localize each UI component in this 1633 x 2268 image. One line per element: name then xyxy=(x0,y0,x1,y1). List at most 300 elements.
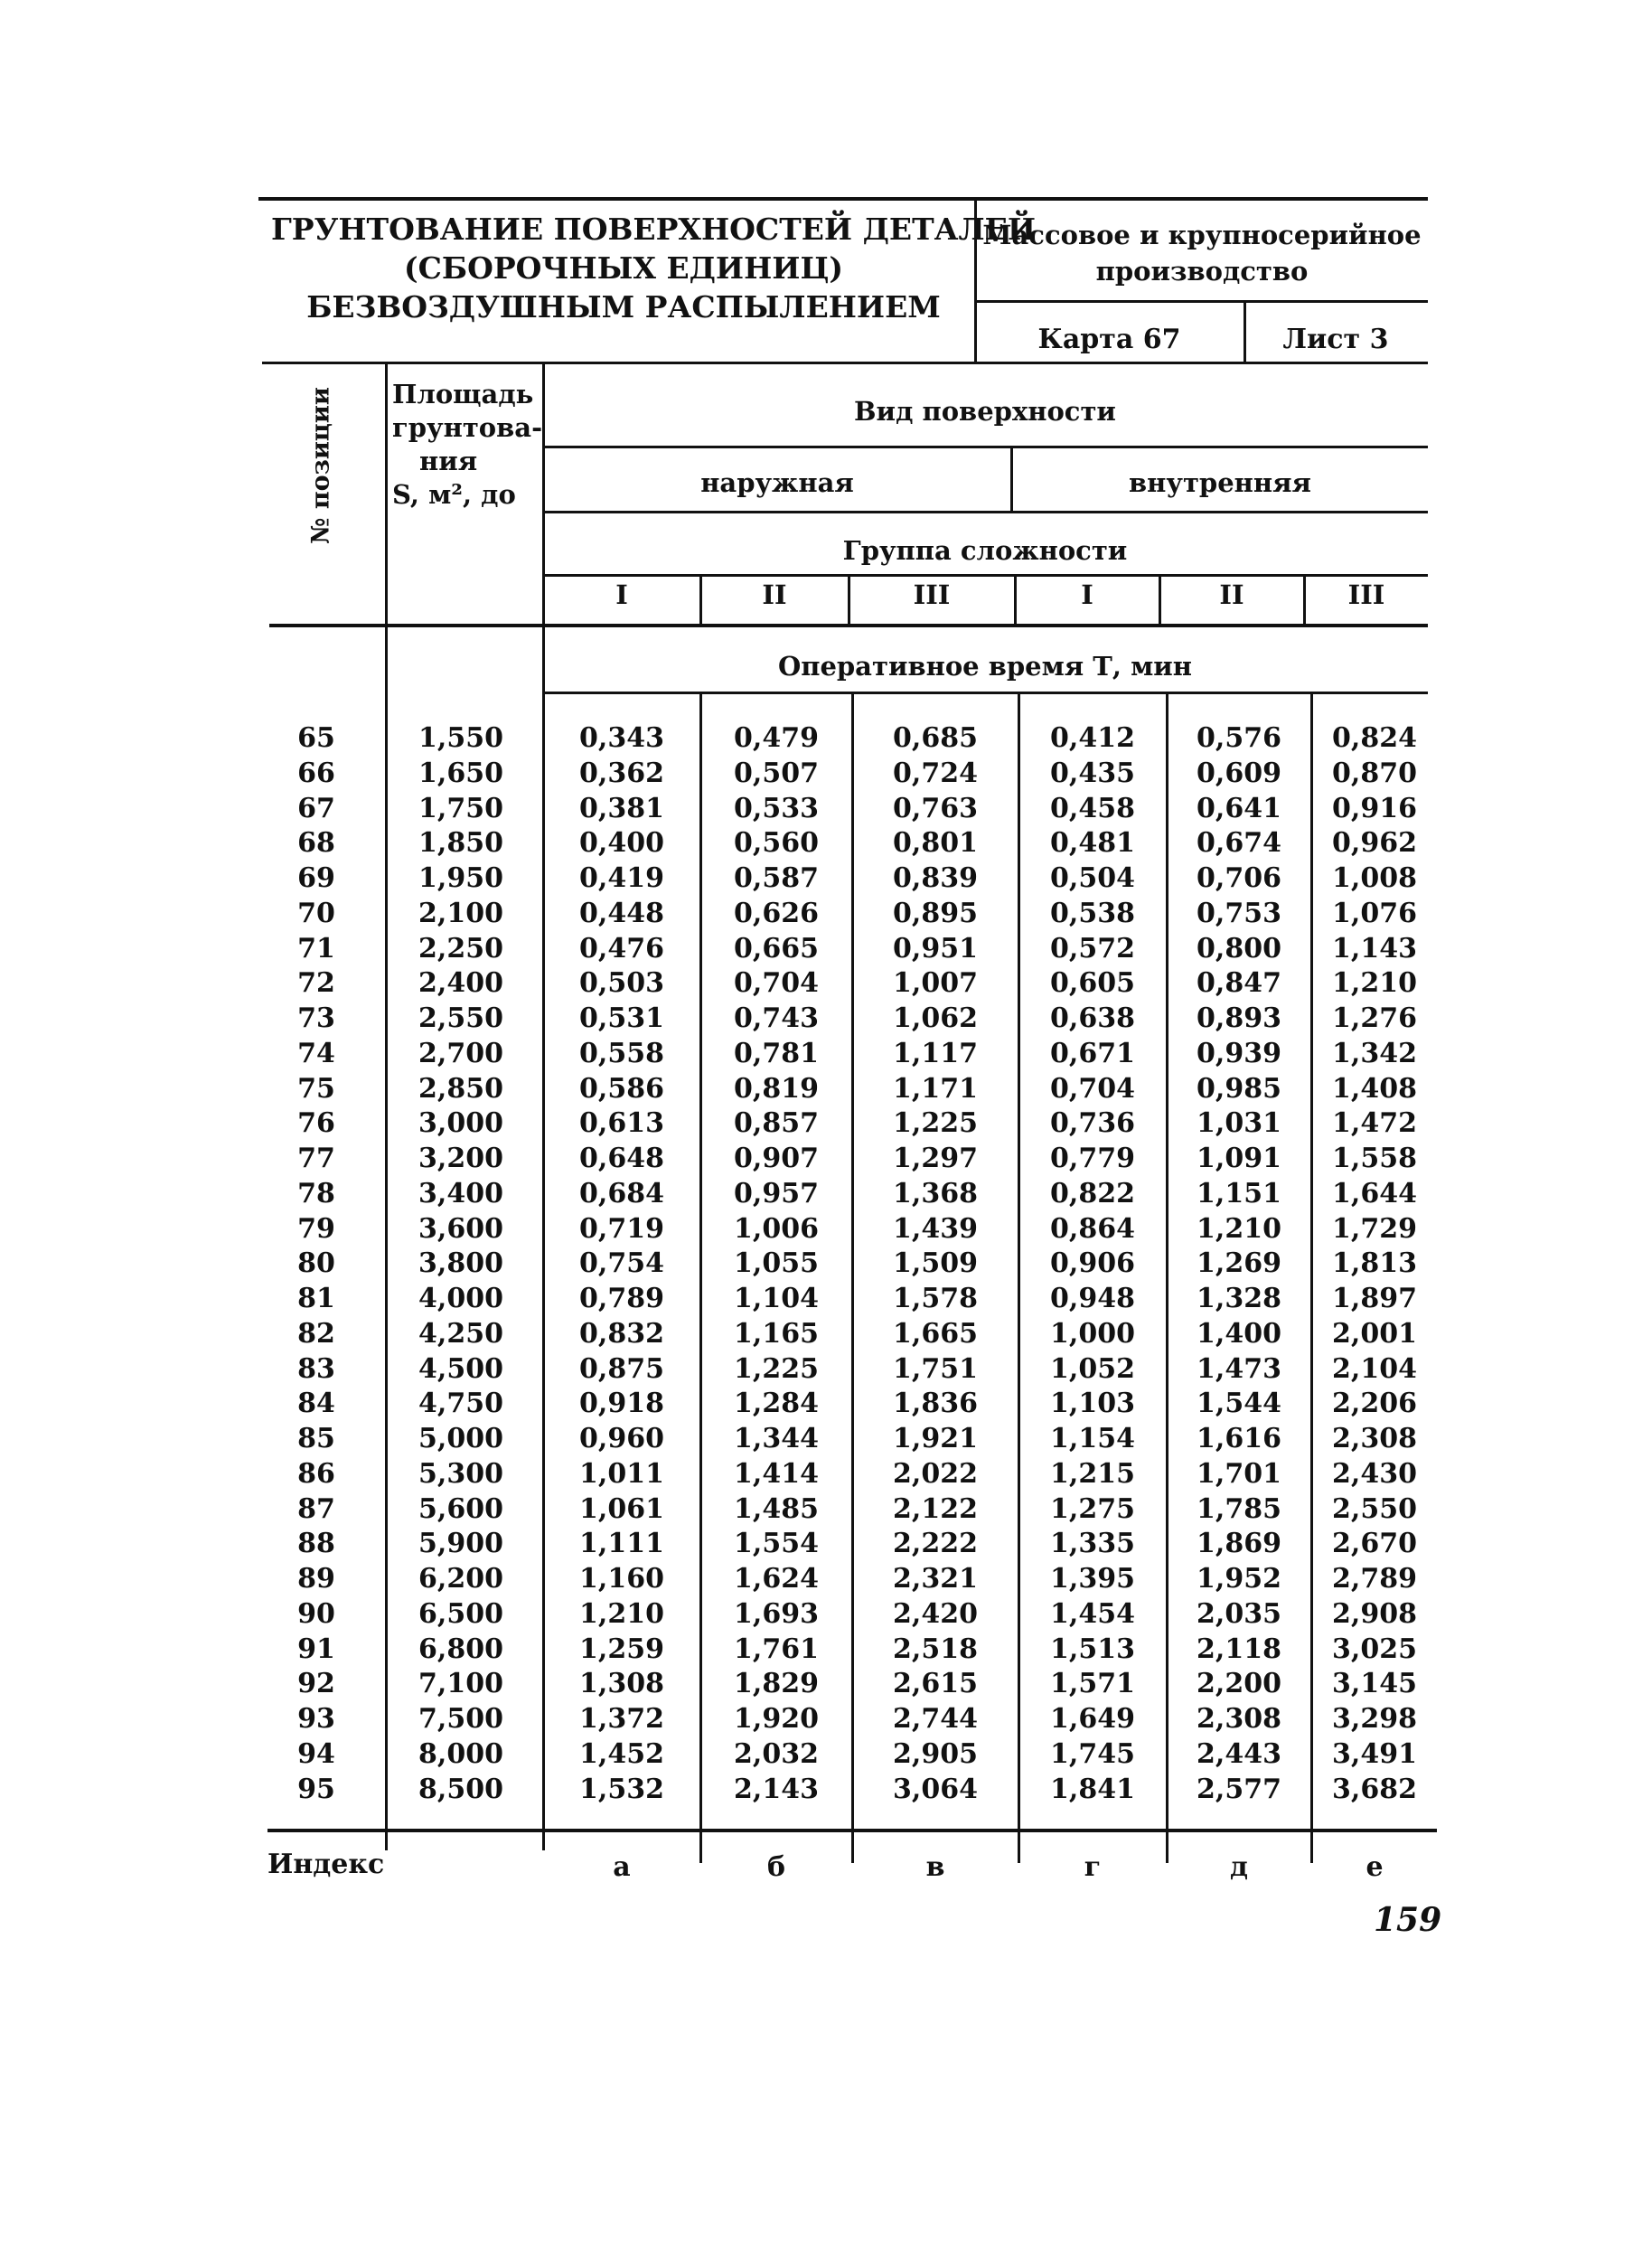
table-row xyxy=(262,721,1437,757)
index-letter-a: а xyxy=(613,1851,631,1883)
cell-outer-2: 0,704 xyxy=(734,967,819,1000)
cell-outer-2: 0,857 xyxy=(734,1107,819,1140)
cell-inner-2: 1,151 xyxy=(1197,1177,1281,1209)
cell-outer-3: 1,062 xyxy=(893,1002,978,1034)
cell-area: 7,100 xyxy=(418,1668,503,1700)
cell-area: 6,500 xyxy=(418,1597,503,1630)
cell-position: 65 xyxy=(297,722,335,754)
table-row xyxy=(262,1492,1437,1528)
cell-outer-1: 0,558 xyxy=(579,1037,664,1069)
cell-outer-2: 0,743 xyxy=(734,1002,819,1034)
title-line-3: БЕЗВОЗДУШНЫМ РАСПЫЛЕНИЕМ xyxy=(306,289,941,325)
cell-inner-1: 0,822 xyxy=(1050,1177,1135,1209)
cell-outer-2: 1,006 xyxy=(734,1212,819,1245)
surface-type-rule xyxy=(544,446,1428,448)
cell-outer-3: 1,171 xyxy=(893,1072,978,1105)
cell-outer-3: 0,801 xyxy=(893,827,978,860)
cell-inner-3: 1,558 xyxy=(1332,1143,1417,1174)
cell-outer-3: 2,905 xyxy=(893,1737,978,1770)
cell-outer-2: 1,920 xyxy=(734,1703,819,1735)
cell-position: 95 xyxy=(297,1773,335,1805)
cell-outer-3: 0,839 xyxy=(893,862,978,894)
cell-inner-2: 1,785 xyxy=(1197,1492,1281,1525)
cell-area: 4,500 xyxy=(418,1352,503,1385)
cell-outer-1: 0,503 xyxy=(579,967,664,1000)
cell-inner-1: 0,504 xyxy=(1050,862,1135,894)
cell-outer-2: 1,693 xyxy=(734,1597,819,1630)
cell-inner-2: 0,706 xyxy=(1197,862,1281,894)
table-row xyxy=(262,1142,1437,1177)
group-header-inner-3: III xyxy=(1347,579,1385,610)
table-row xyxy=(262,1527,1437,1562)
complexity-rule xyxy=(544,574,1428,577)
cell-position: 89 xyxy=(297,1563,335,1595)
cell-inner-3: 1,210 xyxy=(1332,967,1417,1000)
cell-inner-1: 1,513 xyxy=(1050,1633,1135,1665)
cell-inner-3: 0,824 xyxy=(1332,722,1417,754)
inner-surface-header: внутренняя xyxy=(1129,467,1311,498)
cell-outer-2: 0,665 xyxy=(734,932,819,965)
cell-outer-1: 1,111 xyxy=(579,1528,664,1560)
cell-outer-3: 1,297 xyxy=(893,1143,978,1174)
cell-position: 70 xyxy=(297,897,335,929)
cell-outer-2: 1,414 xyxy=(734,1457,819,1490)
cell-outer-2: 1,165 xyxy=(734,1317,819,1350)
cell-inner-2: 2,443 xyxy=(1197,1737,1281,1770)
cell-outer-1: 0,832 xyxy=(579,1317,664,1350)
cell-position: 68 xyxy=(297,827,335,860)
cell-inner-1: 0,864 xyxy=(1050,1212,1135,1245)
cell-inner-2: 2,200 xyxy=(1197,1668,1281,1700)
cell-inner-1: 0,458 xyxy=(1050,792,1135,824)
cell-inner-3: 2,104 xyxy=(1332,1352,1417,1385)
table-row xyxy=(262,1422,1437,1457)
cell-outer-1: 1,061 xyxy=(579,1492,664,1525)
cell-inner-3: 1,276 xyxy=(1332,1002,1417,1034)
page-number: 159 xyxy=(1374,1901,1442,1939)
cell-position: 71 xyxy=(297,932,335,965)
cell-position: 90 xyxy=(297,1597,335,1630)
cell-inner-3: 1,342 xyxy=(1332,1037,1417,1069)
cell-inner-2: 0,576 xyxy=(1197,722,1281,754)
cell-inner-3: 1,897 xyxy=(1332,1283,1417,1314)
cell-outer-2: 1,225 xyxy=(734,1352,819,1385)
cell-inner-2: 1,400 xyxy=(1197,1317,1281,1350)
cell-position: 84 xyxy=(297,1388,335,1420)
cell-position: 77 xyxy=(297,1143,335,1174)
cell-inner-1: 0,704 xyxy=(1050,1072,1135,1105)
cell-position: 83 xyxy=(297,1352,335,1385)
title-line-2: (СБОРОЧНЫХ ЕДИНИЦ) xyxy=(404,250,843,286)
cell-position: 82 xyxy=(297,1317,335,1350)
cell-inner-3: 0,870 xyxy=(1332,757,1417,789)
cell-outer-1: 0,960 xyxy=(579,1423,664,1454)
cell-position: 81 xyxy=(297,1283,335,1314)
cell-outer-1: 1,308 xyxy=(579,1668,664,1700)
cell-outer-2: 1,829 xyxy=(734,1668,819,1700)
table-row xyxy=(262,1387,1437,1422)
cell-position: 94 xyxy=(297,1737,335,1770)
surface-split-rule xyxy=(544,511,1428,513)
cell-area: 2,850 xyxy=(418,1072,503,1105)
cell-position: 66 xyxy=(297,757,335,789)
cell-inner-3: 2,206 xyxy=(1332,1388,1417,1420)
cell-outer-2: 0,957 xyxy=(734,1177,819,1209)
cell-position: 86 xyxy=(297,1457,335,1490)
group-header-outer-1: I xyxy=(615,579,628,610)
cell-outer-3: 2,518 xyxy=(893,1633,978,1665)
cell-position: 87 xyxy=(297,1492,335,1525)
cell-inner-3: 2,550 xyxy=(1332,1492,1417,1525)
cell-outer-3: 1,439 xyxy=(893,1212,978,1245)
cell-outer-2: 0,507 xyxy=(734,757,819,789)
cell-position: 93 xyxy=(297,1703,335,1735)
cell-outer-3: 2,615 xyxy=(893,1668,978,1700)
cell-outer-2: 2,143 xyxy=(734,1773,819,1805)
cell-inner-1: 0,412 xyxy=(1050,722,1135,754)
cell-outer-2: 1,284 xyxy=(734,1388,819,1420)
table-row xyxy=(262,826,1437,861)
cell-outer-1: 1,210 xyxy=(579,1597,664,1630)
cell-inner-1: 0,638 xyxy=(1050,1002,1135,1034)
table-bottom-rule xyxy=(267,1829,1437,1832)
cell-outer-1: 1,532 xyxy=(579,1773,664,1805)
area-header-line-4: S, м², до xyxy=(392,479,516,510)
cell-area: 3,800 xyxy=(418,1247,503,1280)
cell-outer-3: 0,951 xyxy=(893,932,978,965)
cell-inner-1: 1,841 xyxy=(1050,1773,1135,1805)
cell-area: 2,700 xyxy=(418,1037,503,1069)
cell-inner-1: 1,154 xyxy=(1050,1423,1135,1454)
cell-position: 85 xyxy=(297,1423,335,1454)
operative-time-header: Оперативное время Т, мин xyxy=(777,651,1193,682)
table-row xyxy=(262,1633,1437,1668)
cell-inner-3: 1,472 xyxy=(1332,1107,1417,1140)
group-header-outer-2: II xyxy=(762,579,787,610)
cell-inner-1: 1,649 xyxy=(1050,1703,1135,1735)
cell-outer-2: 1,761 xyxy=(734,1633,819,1665)
cell-area: 3,200 xyxy=(418,1143,503,1174)
cell-position: 74 xyxy=(297,1037,335,1069)
cell-inner-2: 0,674 xyxy=(1197,827,1281,860)
cell-outer-2: 0,560 xyxy=(734,827,819,860)
production-line-1: Массовое и крупносерийное xyxy=(982,220,1422,250)
table-row xyxy=(262,1282,1437,1317)
cell-outer-3: 2,122 xyxy=(893,1492,978,1525)
index-letter-d: д xyxy=(1230,1851,1248,1883)
cell-position: 79 xyxy=(297,1212,335,1245)
cell-inner-3: 2,308 xyxy=(1332,1423,1417,1454)
table-row xyxy=(262,1072,1437,1107)
cell-inner-3: 3,682 xyxy=(1332,1773,1417,1805)
cell-inner-2: 0,609 xyxy=(1197,757,1281,789)
index-letter-e: е xyxy=(1366,1851,1384,1883)
cell-inner-2: 2,118 xyxy=(1197,1633,1281,1665)
cell-outer-3: 2,744 xyxy=(893,1703,978,1735)
cell-inner-2: 1,328 xyxy=(1197,1283,1281,1314)
cell-inner-3: 0,916 xyxy=(1332,792,1417,824)
area-header-line-2: грунтова- xyxy=(392,412,543,443)
cell-outer-2: 0,479 xyxy=(734,722,819,754)
group-header-inner-1: I xyxy=(1081,579,1093,610)
cell-outer-2: 0,781 xyxy=(734,1037,819,1069)
cell-inner-2: 1,091 xyxy=(1197,1143,1281,1174)
cell-inner-3: 1,644 xyxy=(1332,1177,1417,1209)
title-line-1: ГРУНТОВАНИЕ ПОВЕРХНОСТЕЙ ДЕТАЛЕЙ xyxy=(271,212,1037,247)
cell-inner-2: 0,641 xyxy=(1197,792,1281,824)
cell-outer-3: 1,225 xyxy=(893,1107,978,1140)
cell-outer-3: 1,509 xyxy=(893,1247,978,1280)
cell-inner-1: 1,454 xyxy=(1050,1597,1135,1630)
cell-area: 2,550 xyxy=(418,1002,503,1034)
cell-inner-1: 1,000 xyxy=(1050,1317,1135,1350)
group-header-inner-2: II xyxy=(1219,579,1244,610)
table-row xyxy=(262,1562,1437,1597)
cell-outer-2: 0,819 xyxy=(734,1072,819,1105)
cell-area: 1,750 xyxy=(418,792,503,824)
cell-position: 72 xyxy=(297,967,335,1000)
table-row xyxy=(262,966,1437,1002)
cell-outer-3: 2,420 xyxy=(893,1597,978,1630)
cell-area: 6,800 xyxy=(418,1633,503,1665)
complexity-group-header: Группа сложности xyxy=(842,535,1128,566)
table-row xyxy=(262,1177,1437,1212)
cell-outer-1: 0,684 xyxy=(579,1177,664,1209)
cell-position: 67 xyxy=(297,792,335,824)
cell-outer-1: 0,448 xyxy=(579,897,664,929)
cell-inner-1: 1,275 xyxy=(1050,1492,1135,1525)
cell-outer-2: 0,626 xyxy=(734,897,819,929)
cell-outer-3: 1,007 xyxy=(893,967,978,1000)
cell-inner-2: 1,269 xyxy=(1197,1247,1281,1280)
table-row xyxy=(262,1212,1437,1247)
table-body xyxy=(262,721,1437,1807)
cell-area: 4,750 xyxy=(418,1388,503,1420)
cell-outer-2: 1,485 xyxy=(734,1492,819,1525)
cell-inner-2: 1,616 xyxy=(1197,1423,1281,1454)
production-line-2: производство xyxy=(1095,256,1309,287)
table-row xyxy=(262,1037,1437,1072)
cell-inner-3: 0,962 xyxy=(1332,827,1417,860)
cell-outer-2: 1,624 xyxy=(734,1563,819,1595)
table-row xyxy=(262,1737,1437,1773)
cell-inner-2: 2,035 xyxy=(1197,1597,1281,1630)
cell-inner-3: 1,076 xyxy=(1332,897,1417,929)
cell-outer-1: 1,372 xyxy=(579,1703,664,1735)
cell-inner-1: 1,215 xyxy=(1050,1457,1135,1490)
cell-inner-3: 3,298 xyxy=(1332,1703,1417,1735)
cell-inner-1: 1,052 xyxy=(1050,1352,1135,1385)
cell-position: 88 xyxy=(297,1528,335,1560)
cell-inner-1: 0,948 xyxy=(1050,1283,1135,1314)
cell-outer-3: 1,836 xyxy=(893,1388,978,1420)
cell-outer-1: 1,452 xyxy=(579,1737,664,1770)
cell-outer-1: 1,259 xyxy=(579,1633,664,1665)
cell-inner-1: 0,538 xyxy=(1050,897,1135,929)
table-row xyxy=(262,1773,1437,1808)
table-row xyxy=(262,1352,1437,1388)
cell-area: 5,300 xyxy=(418,1457,503,1490)
cell-outer-2: 1,344 xyxy=(734,1423,819,1454)
table-row xyxy=(262,792,1437,827)
cell-area: 1,650 xyxy=(418,757,503,789)
cell-outer-3: 1,368 xyxy=(893,1177,978,1209)
cell-position: 78 xyxy=(297,1177,335,1209)
cell-inner-2: 0,800 xyxy=(1197,932,1281,965)
cell-inner-3: 2,908 xyxy=(1332,1597,1417,1630)
cell-inner-2: 1,210 xyxy=(1197,1212,1281,1245)
cell-outer-1: 1,160 xyxy=(579,1563,664,1595)
table-row xyxy=(262,1667,1437,1702)
index-letter-b: б xyxy=(766,1851,785,1883)
table-row xyxy=(262,1457,1437,1492)
cell-outer-3: 2,022 xyxy=(893,1457,978,1490)
cell-inner-3: 1,729 xyxy=(1332,1212,1417,1245)
cell-inner-2: 0,939 xyxy=(1197,1037,1281,1069)
cell-outer-3: 3,064 xyxy=(893,1773,978,1805)
cell-inner-1: 0,671 xyxy=(1050,1037,1135,1069)
cell-inner-1: 0,779 xyxy=(1050,1143,1135,1174)
cell-outer-2: 1,055 xyxy=(734,1247,819,1280)
cell-inner-2: 1,544 xyxy=(1197,1388,1281,1420)
cell-position: 69 xyxy=(297,862,335,894)
cell-outer-1: 0,789 xyxy=(579,1283,664,1314)
cell-inner-3: 3,025 xyxy=(1332,1633,1417,1665)
table-row xyxy=(262,861,1437,897)
cell-area: 4,000 xyxy=(418,1283,503,1314)
cell-outer-1: 0,400 xyxy=(579,827,664,860)
cell-area: 2,400 xyxy=(418,967,503,1000)
cell-outer-1: 0,362 xyxy=(579,757,664,789)
production-type xyxy=(976,217,1428,289)
optime-rule xyxy=(544,692,1428,694)
cell-inner-3: 2,789 xyxy=(1332,1563,1417,1595)
cell-position: 80 xyxy=(297,1247,335,1280)
cell-outer-1: 0,419 xyxy=(579,862,664,894)
cell-outer-2: 0,907 xyxy=(734,1143,819,1174)
group-header-outer-3: III xyxy=(913,579,951,610)
cell-position: 76 xyxy=(297,1107,335,1140)
cell-outer-3: 2,321 xyxy=(893,1563,978,1595)
cell-position: 91 xyxy=(297,1633,335,1665)
cell-inner-1: 0,605 xyxy=(1050,967,1135,1000)
cell-inner-1: 1,335 xyxy=(1050,1528,1135,1560)
area-header xyxy=(392,378,546,512)
cell-area: 2,250 xyxy=(418,932,503,965)
cell-inner-2: 1,701 xyxy=(1197,1457,1281,1490)
top-rule xyxy=(258,197,1428,201)
cell-outer-1: 0,754 xyxy=(579,1247,664,1280)
cell-outer-1: 0,531 xyxy=(579,1002,664,1034)
cell-inner-2: 1,031 xyxy=(1197,1107,1281,1140)
cell-area: 4,250 xyxy=(418,1317,503,1350)
cell-outer-1: 1,011 xyxy=(579,1457,664,1490)
cell-outer-2: 1,104 xyxy=(734,1283,819,1314)
table-row xyxy=(262,897,1437,932)
cell-area: 3,000 xyxy=(418,1107,503,1140)
cell-area: 5,000 xyxy=(418,1423,503,1454)
cell-outer-3: 0,763 xyxy=(893,792,978,824)
cell-area: 2,100 xyxy=(418,897,503,929)
cell-outer-1: 0,918 xyxy=(579,1388,664,1420)
cell-outer-2: 0,587 xyxy=(734,862,819,894)
surface-type-header: Вид поверхности xyxy=(854,396,1116,427)
index-label: Индекс xyxy=(267,1849,385,1880)
cell-outer-3: 1,578 xyxy=(893,1283,978,1314)
cell-inner-3: 2,430 xyxy=(1332,1457,1417,1490)
cell-inner-3: 3,491 xyxy=(1332,1737,1417,1770)
cell-outer-2: 1,554 xyxy=(734,1528,819,1560)
position-header xyxy=(294,380,348,551)
cell-outer-2: 0,533 xyxy=(734,792,819,824)
cell-outer-3: 0,685 xyxy=(893,722,978,754)
table-row xyxy=(262,1247,1437,1282)
outer-surface-header: наружная xyxy=(700,467,854,498)
cell-inner-1: 1,571 xyxy=(1050,1668,1135,1700)
table-row xyxy=(262,1106,1437,1142)
cell-inner-3: 2,001 xyxy=(1332,1317,1417,1350)
cell-area: 7,500 xyxy=(418,1703,503,1735)
cell-area: 3,400 xyxy=(418,1177,503,1209)
cell-inner-3: 1,143 xyxy=(1332,932,1417,965)
cell-outer-1: 0,719 xyxy=(579,1212,664,1245)
index-letter-v: в xyxy=(925,1851,945,1883)
cell-outer-1: 0,648 xyxy=(579,1143,664,1174)
cell-inner-1: 0,481 xyxy=(1050,827,1135,860)
cell-outer-3: 0,724 xyxy=(893,757,978,789)
cell-position: 73 xyxy=(297,1002,335,1034)
document-title xyxy=(271,210,1037,326)
position-header-text: № позиции xyxy=(306,387,335,544)
cell-inner-1: 0,572 xyxy=(1050,932,1135,965)
cell-outer-3: 2,222 xyxy=(893,1528,978,1560)
cell-inner-1: 0,435 xyxy=(1050,757,1135,789)
header-bottom-rule xyxy=(262,362,1428,364)
cell-inner-2: 1,869 xyxy=(1197,1528,1281,1560)
cell-outer-1: 0,875 xyxy=(579,1352,664,1385)
cell-outer-2: 2,032 xyxy=(734,1737,819,1770)
cell-outer-1: 0,613 xyxy=(579,1107,664,1140)
cell-inner-2: 1,473 xyxy=(1197,1352,1281,1385)
cell-inner-1: 1,395 xyxy=(1050,1563,1135,1595)
cell-area: 8,500 xyxy=(418,1773,503,1805)
cell-inner-2: 1,952 xyxy=(1197,1563,1281,1595)
cell-area: 5,600 xyxy=(418,1492,503,1525)
cell-inner-2: 2,577 xyxy=(1197,1773,1281,1805)
cell-inner-1: 1,103 xyxy=(1050,1388,1135,1420)
cell-inner-1: 0,906 xyxy=(1050,1247,1135,1280)
cell-inner-3: 1,408 xyxy=(1332,1072,1417,1105)
sheet-number: Лист 3 xyxy=(1282,324,1389,355)
cell-inner-1: 0,736 xyxy=(1050,1107,1135,1140)
cell-area: 1,950 xyxy=(418,862,503,894)
table-row xyxy=(262,757,1437,792)
cell-inner-2: 2,308 xyxy=(1197,1703,1281,1735)
cell-outer-3: 1,665 xyxy=(893,1317,978,1350)
cell-inner-3: 2,670 xyxy=(1332,1528,1417,1560)
cell-area: 3,600 xyxy=(418,1212,503,1245)
header-inner-rule xyxy=(976,300,1428,303)
table-row xyxy=(262,1702,1437,1737)
cell-inner-3: 3,145 xyxy=(1332,1668,1417,1700)
table-row xyxy=(262,1317,1437,1352)
cell-outer-1: 0,476 xyxy=(579,932,664,965)
cell-area: 8,000 xyxy=(418,1737,503,1770)
cell-inner-2: 0,893 xyxy=(1197,1002,1281,1034)
cell-outer-3: 1,751 xyxy=(893,1352,978,1385)
area-header-line-1: Площадь xyxy=(392,379,534,409)
cell-area: 5,900 xyxy=(418,1528,503,1560)
